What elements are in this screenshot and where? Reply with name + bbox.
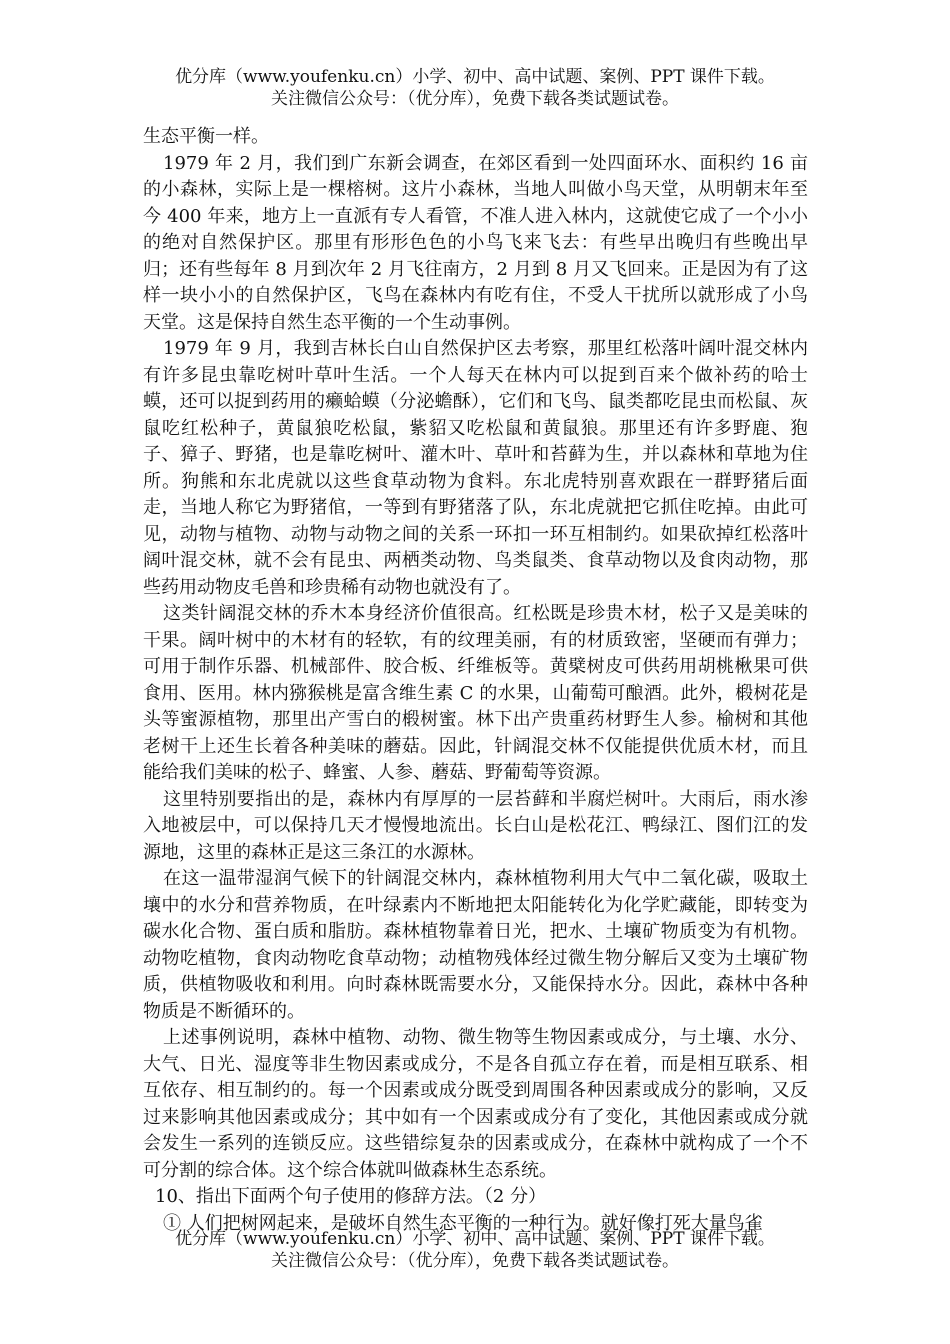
footer-line-2: 关注微信公众号：（优分库），免费下载各类试题试卷。 bbox=[271, 1251, 679, 1271]
paragraph-ecosystem-summary: 上述事例说明，森林中植物、动物、微生物等生物因素或成分，与土壤、水分、大气、日光、湿度等非生物因素或成分，不是各自孤立存在着，而是相互联系、相互依存、相互制约的。每一个因素或成分既受到周围各种因素或成分的影响，又反过来影响其他因素或成分；其中如有一个因素或成分有了变化，其他因素或成分就会发生一系列的连锁反应。这些错综复杂的因素或成分，在森林中就构成了一个不可分割的综合体。这个综合体就叫做森林生态系统。 bbox=[143, 1027, 808, 1181]
page-header bbox=[0, 66, 950, 110]
header-line-1: 优分库（www.youfenku.cn）小学、初中、高中试题、案例、PPT 课件下载。 bbox=[175, 67, 775, 87]
question-10: 10、指出下面两个句子使用的修辞方法。（2 分） bbox=[155, 1186, 547, 1207]
page-footer bbox=[0, 1228, 950, 1272]
header-line-2: 关注微信公众号：（优分库），免费下载各类试题试卷。 bbox=[271, 89, 679, 109]
article-body bbox=[143, 124, 808, 1237]
paragraph-economic-value: 这类针阔混交林的乔木本身经济价值很高。红松既是珍贵木材，松子又是美味的干果。阔叶树中的木材有的轻软，有的纹理美丽，有的材质致密，坚硬而有弹力；可用于制作乐器、机械部件、胶合板、纤维板等。黄檗树皮可供药用胡桃楸果可供食用、医用。林内猕猴桃是富含维生素 C 的水果，山葡萄可酿酒。此外，椴树花是头等蜜源植物，那里出产雪白的椴树蜜。林下出产贵重药材野生人参。榆树和其他老树干上还生长着各种美味的蘑菇。因此，针阔混交林不仅能提供优质木材，而且能给我们美味的松子、蜂蜜、人参、蘑菇、野葡萄等资源。 bbox=[143, 603, 808, 783]
paragraph-changbaishan: 1979 年 9 月，我到吉林长白山自然保护区去考察，那里红松落叶阔叶混交林内有许多昆虫靠吃树叶草叶生活。一个人每天在林内可以捉到百来个做补药的哈士蟆，还可以捉到药用的癞蛤蟆（分泌蟾酥），它们和飞鸟、鼠类都吃昆虫而松鼠、灰鼠吃红松种子，黄鼠狼吃松鼠，紫貂又吃松鼠和黄鼠狼。那里还有许多野鹿、狍子、獐子、野猪，也是靠吃树叶、灌木叶、草叶和苔藓为生，并以森林和草地为住所。狗熊和东北虎就以这些食草动物为食料。东北虎特别喜欢跟在一群野猪后面走，当地人称它为野猪倌，一等到有野猪落了队，东北虎就把它抓住吃掉。由此可见，动物与植物、动物与动物之间的关系一环扣一环互相制约。如果砍掉红松落叶阔叶混交林，就不会有昆虫、两栖类动物、鸟类鼠类、食草动物以及食肉动物，那些药用动物皮毛兽和珍贵稀有动物也就没有了。 bbox=[143, 338, 808, 598]
paragraph-water-source: 这里特别要指出的是，森林内有厚厚的一层苔藓和半腐烂树叶。大雨后，雨水渗入地被层中，可以保持几天才慢慢地流出。长白山是松花江、鸭绿江、图们江的发源地，这里的森林正是这三条江的水源林。 bbox=[143, 788, 808, 863]
paragraph-material-cycle: 在这一温带湿润气候下的针阔混交林内，森林植物利用大气中二氧化碳，吸取土壤中的水分和营养物质，在叶绿素内不断地把太阳能转化为化学贮藏能，即转变为碳水化合物、蛋白质和脂肪。森林植物靠着日光，把水、土壤矿物质变为有机物。动物吃植物，食肉动物吃食草动物；动植物残体经过微生物分解后又变为土壤矿物质，供植物吸收和利用。向时森林既需要水分，又能保持水分。因此，森林中各种物质是不断循环的。 bbox=[143, 868, 808, 1022]
paragraph-continuation: 生态平衡一样。 bbox=[143, 126, 269, 147]
paragraph-bird-paradise: 1979 年 2 月，我们到广东新会调查，在郊区看到一处四面环水、面积约 16 亩的小森林，实际上是一棵榕树。这片小森林，当地人叫做小鸟天堂，从明朝末年至今 400 年来，地方上一直派有专人看管，不准人进入林内，这就使它成了一个小小的绝对自然保护区。那里有形形色色的小鸟飞来飞去：有些早出晚归有些晚出早归；还有些每年 8 月到次年 2 月飞往南方，2 月到 8 月又飞回来。正是因为有了这样一块小小的自然保护区，飞鸟在森林内有吃有住，不受人干扰所以就形成了小鸟天堂。这是保持自然生态平衡的一个生动事例。 bbox=[143, 152, 808, 333]
question-10-item-1: ① 人们把树网起来，是破坏自然生态平衡的一种行为。就好像打死大量鸟雀 bbox=[163, 1212, 763, 1234]
footer-line-1: 优分库（www.youfenku.cn）小学、初中、高中试题、案例、PPT 课件下载。 bbox=[175, 1229, 775, 1249]
